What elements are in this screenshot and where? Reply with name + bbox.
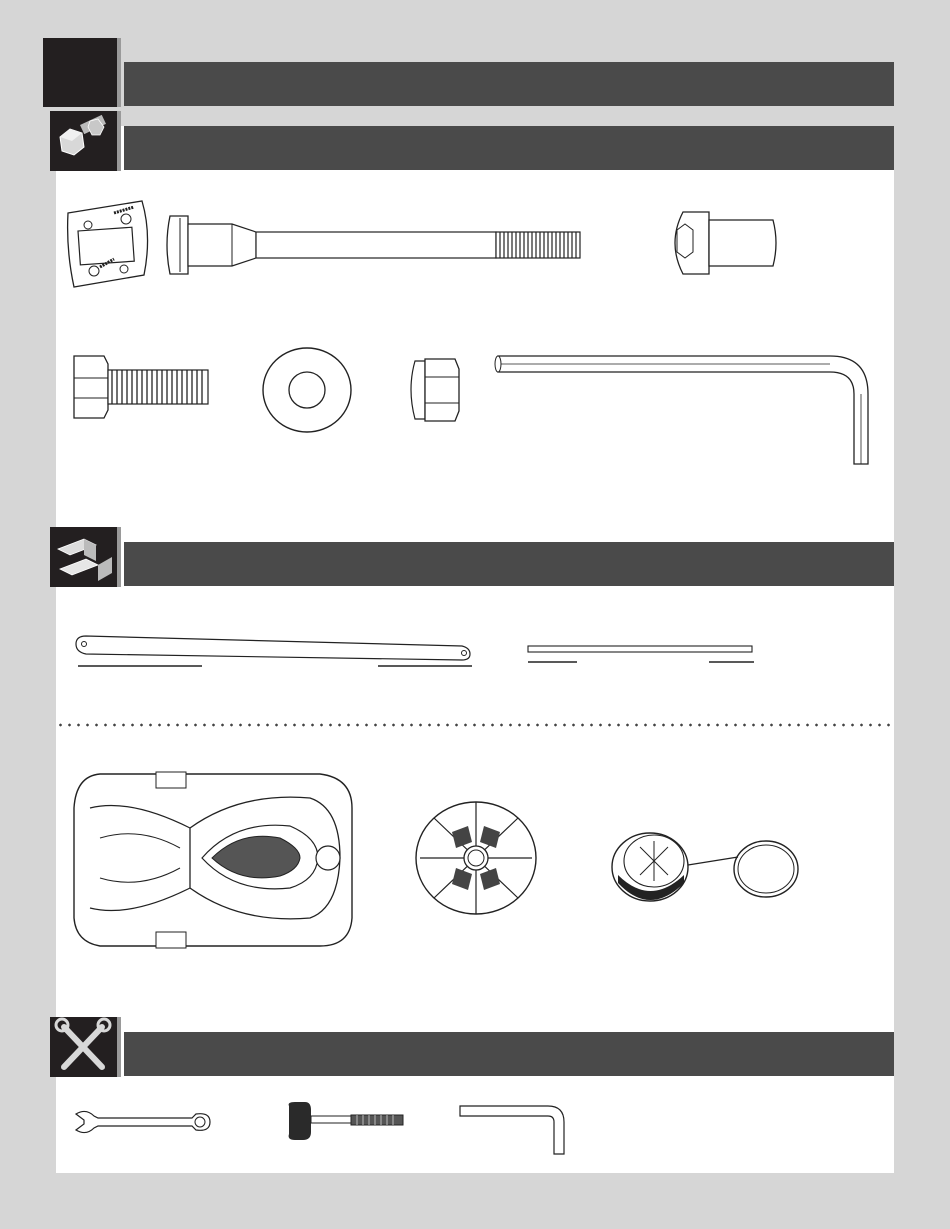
cap-nut — [665, 208, 780, 278]
fill-cap — [608, 825, 803, 905]
hardware-card — [64, 195, 154, 290]
lock-nut — [405, 355, 463, 425]
base — [70, 768, 360, 953]
parts-section-bar — [124, 542, 894, 586]
section-divider — [56, 723, 894, 727]
hex-key — [458, 1104, 568, 1156]
wheel — [412, 798, 540, 918]
rod — [525, 642, 757, 667]
support-arm — [72, 632, 477, 672]
step-number-box — [43, 38, 121, 107]
wrench — [72, 1106, 214, 1138]
flat-washer — [260, 345, 355, 435]
tools-section-bar — [124, 1032, 894, 1076]
bracket-icon — [50, 527, 121, 587]
tools-icon — [50, 1017, 121, 1077]
bolt-icon — [50, 111, 121, 171]
hex-bolt — [70, 350, 215, 425]
long-bolt — [162, 210, 587, 280]
rubber-mallet — [283, 1098, 408, 1144]
long-hex-key — [490, 350, 880, 470]
title-bar — [124, 62, 894, 106]
hardware-section-bar — [124, 126, 894, 170]
